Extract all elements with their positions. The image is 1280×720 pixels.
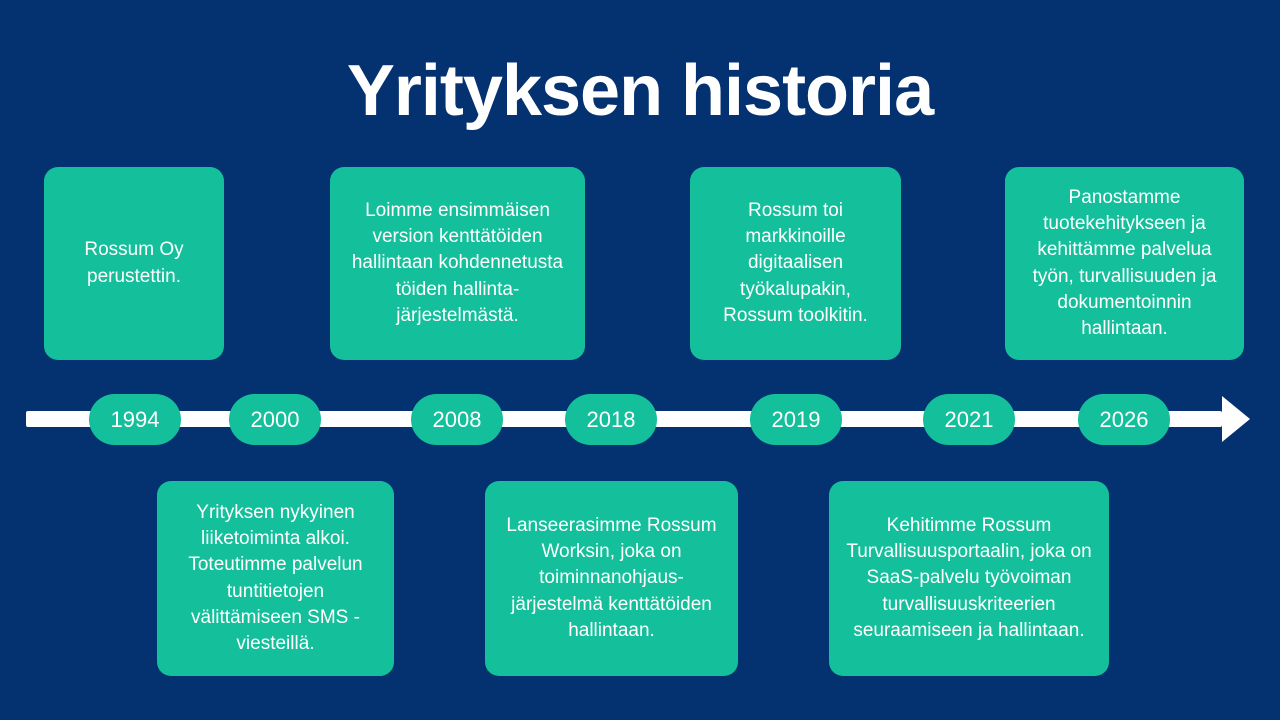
timeline-year-label: 2026	[1099, 406, 1149, 432]
timeline-year-1994[interactable]	[89, 394, 181, 445]
timeline-year-label: 2008	[432, 406, 482, 432]
timeline-card-text: Loimme ensimmäisen version kenttätöiden hallintaan kohdennetusta töiden hallinta-järjestelmästä.	[351, 199, 564, 326]
timeline-card-2026	[1005, 167, 1244, 360]
timeline-year-2008[interactable]	[411, 394, 503, 445]
timeline-card-2000	[157, 481, 394, 676]
timeline-year-label: 1994	[110, 406, 160, 432]
timeline-year-2026[interactable]	[1078, 394, 1170, 445]
timeline-card-text: Rossum Oy perustettin.	[84, 239, 184, 287]
timeline-year-2021[interactable]	[923, 394, 1015, 445]
timeline-year-2000[interactable]	[229, 394, 321, 445]
timeline-year-label: 2018	[586, 406, 636, 432]
page-title: Yrityksen historia	[346, 51, 934, 131]
timeline-card-text: Panostamme tuotekehitykseen ja kehittämme palvelua työn, turvallisuuden ja dokumentoinnin hallintaan.	[1032, 186, 1217, 339]
timeline-year-label: 2000	[250, 406, 300, 432]
timeline-year-label: 2021	[944, 406, 994, 432]
timeline-card-text: Yrityksen nykyinen liiketoiminta alkoi. Toteutimme palvelun tuntitietojen välittämiseen SMS -viesteillä.	[188, 501, 363, 654]
timeline-card-text: Kehitimme Rossum Turvallisuusportaalin, joka on SaaS-palvelu työvoiman turvallisuuskriteerien seuraamiseen ja hallintaan.	[846, 514, 1092, 641]
timeline-year-2018[interactable]	[565, 394, 657, 445]
timeline-card-2008	[330, 167, 585, 360]
timeline-card-2018	[485, 481, 738, 676]
timeline-year-2019[interactable]	[750, 394, 842, 445]
timeline-card-text: Lanseerasimme Rossum Worksin, joka on toiminnanohjaus-järjestelmä kenttätöiden hallintaan.	[506, 514, 717, 641]
timeline-card-1994	[44, 167, 224, 360]
timeline-card-2021	[829, 481, 1109, 676]
timeline-card-text: Rossum toi markkinoille digitaalisen työkalupakin, Rossum toolkitin.	[723, 199, 868, 326]
timeline-year-label: 2019	[771, 406, 821, 432]
timeline-card-2019	[690, 167, 901, 360]
timeline-arrow-icon	[1222, 396, 1250, 442]
